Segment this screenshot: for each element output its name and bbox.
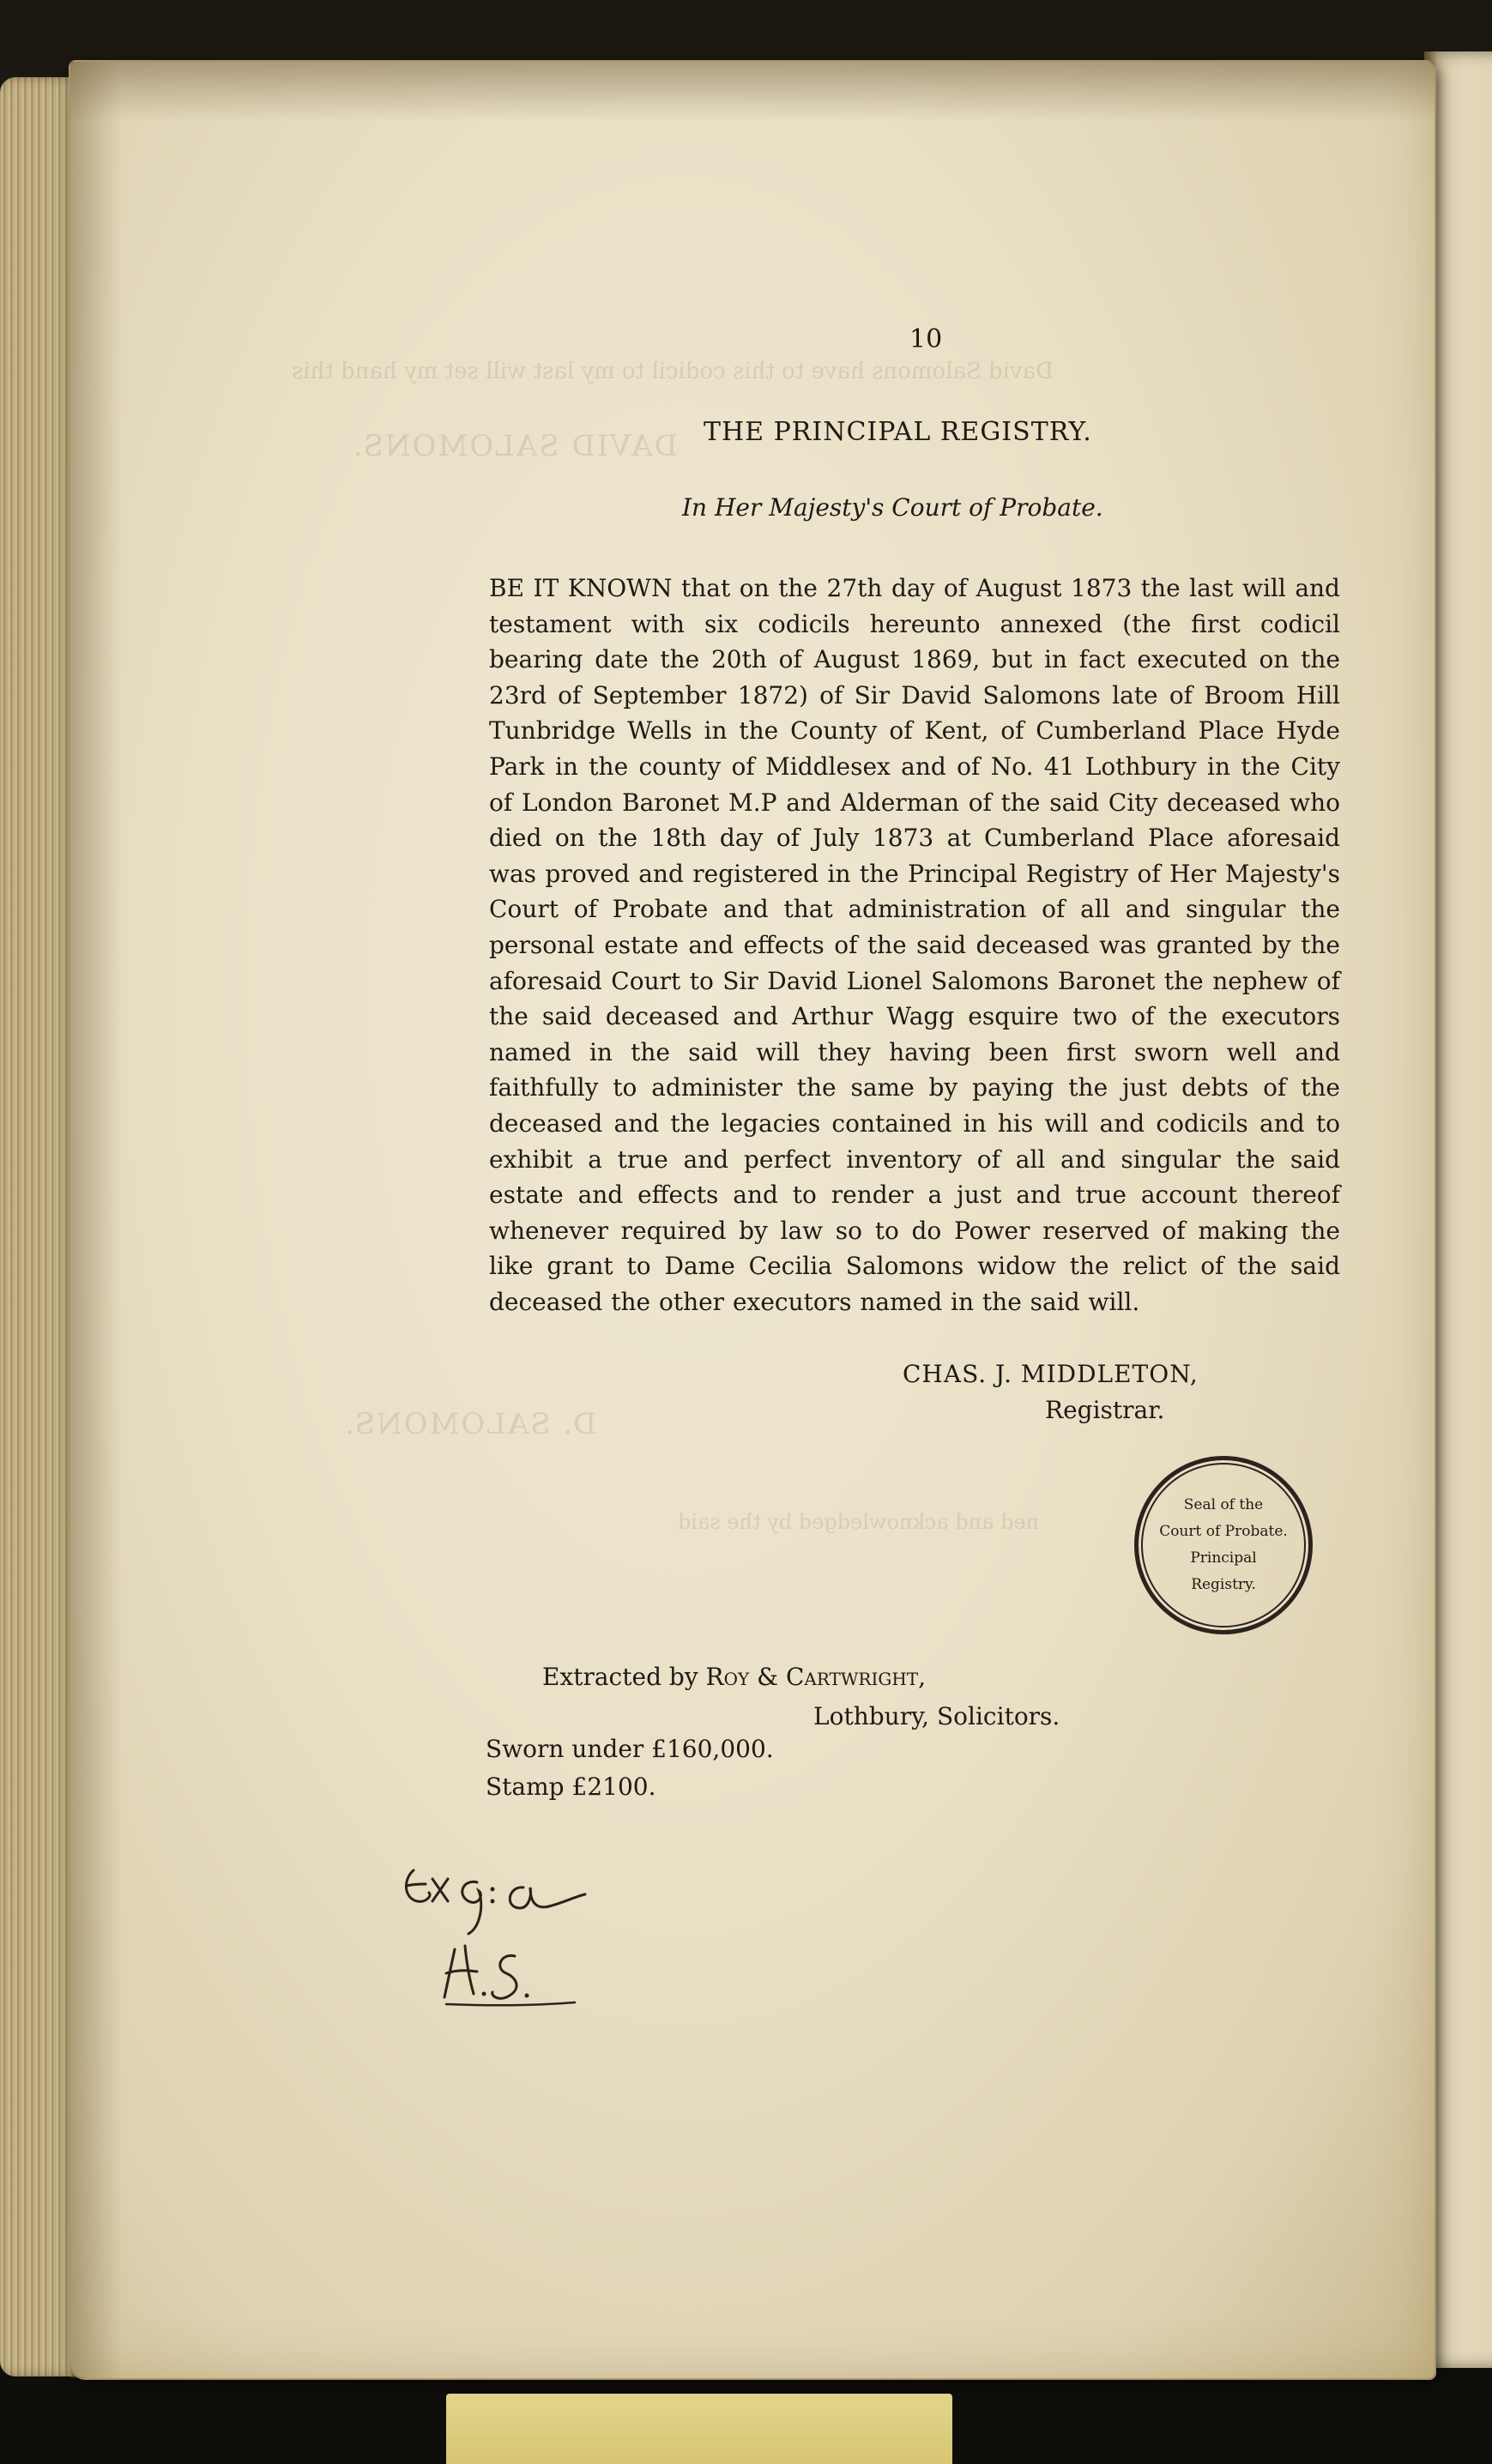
show-through-signature: D. SALOMONS. — [343, 1407, 597, 1441]
extracted-by-prefix: Extracted by — [542, 1663, 698, 1691]
registry-title: THE PRINCIPAL REGISTRY. — [704, 417, 1092, 447]
solicitor-firm: Roy & Cartwright, — [705, 1663, 927, 1691]
court-seal — [1134, 1456, 1313, 1634]
seal-line: Seal of the — [1183, 1496, 1264, 1513]
sworn-value: Sworn under £160,000. — [486, 1735, 774, 1763]
seal-line: Registry. — [1191, 1576, 1256, 1593]
show-through-signature: DAVID SALOMONS. — [352, 429, 678, 463]
stamp-duty: Stamp £2100. — [486, 1773, 656, 1801]
grant-of-probate-text — [489, 571, 1340, 1320]
show-through-text: ned and acknowledged by the said — [678, 1510, 1040, 1534]
solicitor-address: Lothbury, Solicitors. — [813, 1702, 1060, 1730]
registrar-title: Registrar. — [1045, 1396, 1165, 1424]
registrar-name: CHAS. J. MIDDLETON, — [903, 1360, 1199, 1388]
show-through-text: David Salomons have to this codicil to my last will set my hand this — [292, 359, 1054, 384]
page-number: 10 — [909, 324, 943, 354]
grant-lead-words: BE IT KNOWN — [489, 574, 673, 602]
grant-body-text: that on the 27th day of August 1873 the last will and testament with six codicils hereunto annexed (the first codicil bearing date the 20th of August 1869, but in fact executed on the 23rd of September 1872) of Sir David Salomons late of Broom Hill Tunbridge Wells in the County of Kent, of Cumberland Place Hyde Park in the county of Middlesex and of No. 41 Lothbury in the City of London Baronet M.P and Alderman of the said City deceased who died on the 18th day of July 1873 at Cumberland Place aforesaid was proved and registered in the Principal Registry of Her Majesty's Court of Probate and that administration of all and singular the personal estate and effects of the said deceased was granted by the aforesaid Court to Sir David Lionel Salomons Baronet the nephew of the said deceased and Arthur Wagg esquire two of the executors named in the said will they having been first sworn well and faithfully to administer the same by paying the just debts of the deceased and the legacies contained in his will and codicils and to exhibit a true and perfect inventory of all and singular the said estate and effects and to render a just and true account thereof whenever required by law so to do Power reserved of making the like grant to Dame Cecilia Salomons widow the relict of the said deceased the other executors named in the said will. — [489, 574, 1340, 1316]
handwritten-note — [395, 1845, 618, 2016]
court-subtitle: In Her Majesty's Court of Probate. — [682, 493, 1103, 522]
extracted-by-line — [542, 1663, 926, 1691]
paper-tab — [446, 2394, 952, 2464]
seal-line: Principal — [1190, 1549, 1257, 1567]
seal-line: Court of Probate. — [1159, 1523, 1288, 1540]
